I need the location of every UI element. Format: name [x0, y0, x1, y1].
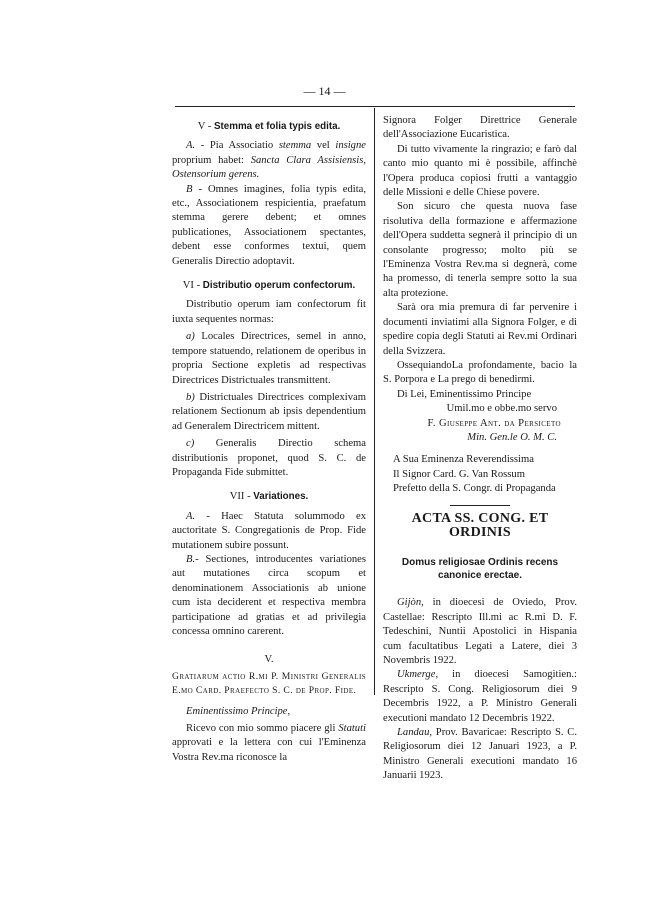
- signer-title: Min. Gen.le O. M. C.: [467, 431, 557, 443]
- section-vii-heading: VII - Variationes.: [229, 491, 309, 503]
- letter-paragraph-4: Sarà ora mia premura di far pervenire i documenti inviatimi alla Signora Folger, e di spedire copia degli Statuti ai Rev.mi Ordinari della Svizzera.: [383, 302, 577, 357]
- paragraph-vi-a: a) Locales Directrices, semel in anno, tempore statuendo, relationem de operibus in propria Sectione expletis ad respectivas Directrices Districtuales transmittent.: [172, 331, 366, 386]
- right-column: [383, 114, 577, 784]
- acta-title: ACTA SS. CONG. ET ORDINIS: [411, 510, 549, 540]
- letter-paragraph-1: Ricevo con mio sommo piacere gli Statuti approvati e la lettera con cui l'Eminenza Vostra Rev.ma riconosce la: [172, 723, 366, 763]
- paragraph-vi-c: c) Generalis Directio schema distributionis proponet, quod S. C. de Propaganda Fide submittet.: [172, 438, 366, 478]
- address-line-1: A Sua Eminenza Reverendissima: [393, 454, 534, 466]
- roman-v: V.: [264, 654, 274, 666]
- letter-continuation: Signora Folger Direttrice Generale dell'Associazione Eucaristica.: [383, 115, 577, 141]
- letter-paragraph-5: OssequiandoLa profondamente, bacio la S. Porpora e La prego di benedirmi.: [383, 359, 577, 386]
- entry-gijon: Gijòn, in dioecesi de Oviedo, Prov. Castellae: Rescripto Ill.mi ac R.mi D. F. Tedeschini, Nuntii Apostolici in Hispania cum facultatibus Legati a Latere, diei 3 Novembris 1922.: [383, 597, 577, 666]
- entry-landau: Landau, Prov. Bavaricae: Rescripto S. C. Religiosorum diei 12 Januari 1923, a P. Ministro Generali executioni mandato 16 Januarii 1923.: [383, 727, 577, 782]
- gratiarum-heading: Gratiarum actio R.mi P. Ministri Generalis E.mo Card. Praefecto S. C. de Prop. Fide.: [172, 670, 366, 697]
- signer: F. Giuseppe Ant. da Persiceto: [427, 417, 561, 429]
- left-column: [172, 114, 366, 765]
- header-rule: [175, 106, 575, 107]
- address-line-3: Prefetto della S. Congr. di Propaganda: [393, 483, 556, 495]
- paragraph-vii-a: A. - Haec Statuta solummodo ex auctoritate S. Congregationis de Prop. Fide mutationem subire possunt.: [172, 510, 366, 551]
- address-line-2: Il Signor Card. G. Van Rossum: [393, 468, 525, 480]
- letter-paragraph-2: Di tutto vivamente la ringrazio; e farò dal canto mio quanto mi è possibile, affinchè l'Opera produca copiosi frutti a vantaggio delle Missioni e delle Chiese povere.: [383, 143, 577, 199]
- section-v-heading: V - Stemma et folia typis edita.: [197, 121, 341, 132]
- paragraph-vii-b: B.- Sectiones, introducentes variationes aut mutationes circa scopum et denominationem Associationis ab unione cum ista deciderent et respectiva membra participatione ad gratias et ad privilegia concessa omnino carerent.: [172, 553, 366, 637]
- entry-ukmerge: Ukmerge, in dioecesi Samogitien.: Rescripto S. Cong. Religiosorum diei 9 Decembris 1922, a P. Ministro Generali executioni mandato 12 Decembris 1922.: [383, 669, 577, 724]
- paragraph-a: A. - Pia Associatio stemma vel insigne proprium habet: Sancta Clara Assisiensis, Ostensorium gerens.: [172, 140, 366, 181]
- paragraph-vi-b: b) Districtuales Directrices complexivam relationem Sectionum ab ipsis dependentium ad Generalem Directricem mittent.: [172, 391, 366, 432]
- page-number: — 14 —: [303, 84, 346, 98]
- paragraph-vi-intro: Distributio operum iam confectorum fit iuxta sequentes normas:: [172, 299, 366, 325]
- spacer: [383, 445, 577, 453]
- letter-paragraph-6: Di Lei, Eminentissimo Principe: [397, 388, 532, 400]
- closing: Umil.mo e obbe.mo servo: [446, 403, 557, 415]
- domus-heading: Domus religiosae Ordinis recens canonice erectae.: [401, 557, 559, 582]
- salutation: Eminentissimo Principe,: [186, 705, 291, 717]
- letter-paragraph-3: Son sicuro che questa nuova fase risolutiva della formazione e affermazione dell'Opera suddetta segnerà il principio di un consolante progresso; molto più se l'Eminenza Vostra Rev.ma si degnerà, come ha promesso, di tenerla sempre sotto la sua alta protezione.: [383, 201, 577, 299]
- column-divider: [374, 108, 375, 695]
- section-vi-heading: VI - Distributio operum confectorum.: [182, 280, 356, 292]
- section-divider: [450, 505, 510, 506]
- paragraph-b: B - Omnes imagines, folia typis edita, etc., Associationem respicientia, praefatum stemma gerere debent; et omnes publicationes, Associationem spectantes, debent esse conformes textui, quem Generalis Directio adoptavit.: [172, 183, 366, 267]
